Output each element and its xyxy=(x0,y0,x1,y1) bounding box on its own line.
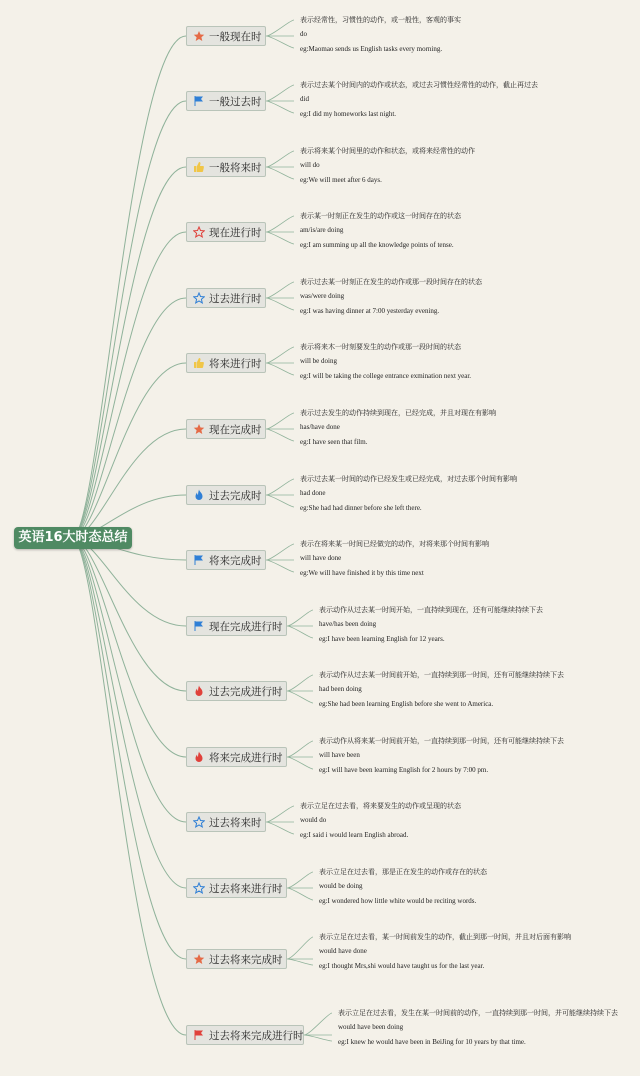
branch-line xyxy=(72,429,186,538)
tense-details xyxy=(300,81,538,125)
tense-node[interactable] xyxy=(186,485,266,505)
tense-name: 将来完成时 xyxy=(209,554,262,567)
tense-name: 过去将来完成时 xyxy=(209,953,283,966)
tense-form: do xyxy=(300,30,307,38)
tense-node[interactable] xyxy=(186,353,266,373)
star-icon xyxy=(193,953,205,965)
tense-example: eg:I have seen that film. xyxy=(300,438,368,446)
tense-details xyxy=(300,475,517,519)
tense-node[interactable] xyxy=(186,222,266,242)
detail-connector xyxy=(266,216,294,244)
star-icon xyxy=(193,30,205,42)
tense-description: 表示某一时刻正在发生的动作或这一时间存在的状态 xyxy=(300,212,461,220)
tense-node[interactable] xyxy=(186,288,266,308)
tense-name: 现在完成时 xyxy=(209,423,262,436)
branch-line xyxy=(72,363,186,538)
tense-form: will be doing xyxy=(300,357,337,365)
tense-form: am/is/are doing xyxy=(300,226,344,234)
tense-description: 表示动作从过去某一时间前开始，一直持续到那一时间，还有可能继续持续下去 xyxy=(319,671,564,679)
tense-name: 过去完成时 xyxy=(209,489,262,502)
tense-name: 现在完成进行时 xyxy=(209,620,283,633)
tense-node[interactable] xyxy=(186,26,266,46)
detail-connector xyxy=(266,544,294,572)
detail-connector xyxy=(266,806,294,834)
tense-form: would have done xyxy=(319,947,367,955)
star-outline-icon xyxy=(193,882,205,894)
tense-name: 将来进行时 xyxy=(209,357,262,370)
tense-details xyxy=(300,212,461,256)
star-outline-icon xyxy=(193,816,205,828)
flame-icon xyxy=(193,489,205,501)
star-outline-icon xyxy=(193,292,205,304)
tense-name: 一般现在时 xyxy=(209,30,262,43)
tense-name: 一般过去时 xyxy=(209,95,262,108)
tense-example: eg:Maomao sends us English tasks every morning. xyxy=(300,45,443,53)
tense-description: 表示立足在过去看，将来要发生的动作或呈现的状态 xyxy=(300,802,461,810)
tense-details xyxy=(319,933,571,977)
tense-form: was/were doing xyxy=(300,292,345,300)
tense-node[interactable] xyxy=(186,949,287,969)
star-icon xyxy=(193,423,205,435)
detail-connector xyxy=(266,85,294,113)
tense-node[interactable] xyxy=(186,91,266,111)
tense-form: will do xyxy=(300,161,320,169)
tense-example: eg:I have been learning English for 12 years. xyxy=(319,635,445,643)
flag-icon xyxy=(193,95,205,107)
tense-node[interactable] xyxy=(186,681,287,701)
tense-form: would do xyxy=(300,816,327,824)
tense-description: 表示经常性，习惯性的动作，或一般性，客观的事实 xyxy=(300,16,461,24)
tense-details xyxy=(319,671,564,715)
tense-details xyxy=(319,606,543,650)
tense-description: 表示过去某一时间的动作已经发生或已经完成，对过去那个时间有影响 xyxy=(300,475,517,483)
thumbs-up-icon xyxy=(193,161,205,173)
tense-details xyxy=(319,737,564,781)
tense-description: 表示将来木一时刻要发生的动作或那一段时间的状态 xyxy=(300,343,461,351)
tense-node[interactable] xyxy=(186,616,287,636)
tense-description: 表示过去某一时刻正在发生的动作或那一段时间存在的状态 xyxy=(300,278,482,286)
tense-name: 过去进行时 xyxy=(209,292,262,305)
detail-connector xyxy=(287,937,313,965)
detail-connector xyxy=(287,610,313,638)
tense-example: eg:She had had dinner before she left there. xyxy=(300,504,422,512)
tense-form: has/have done xyxy=(300,423,340,431)
flag-icon xyxy=(193,554,205,566)
tense-example: eg:I said i would learn English abroad. xyxy=(300,831,409,839)
tense-details xyxy=(300,409,496,453)
tense-description: 表示动作从过去某一时间开始，一直持续到现在，还有可能继续持续下去 xyxy=(319,606,543,614)
tense-node[interactable] xyxy=(186,550,266,570)
detail-connector xyxy=(287,741,313,769)
flame-icon xyxy=(193,751,205,763)
tense-example: eg:We will meet after 6 days. xyxy=(300,176,382,184)
tense-node[interactable] xyxy=(186,157,266,177)
tense-node[interactable] xyxy=(186,812,266,832)
detail-connector xyxy=(266,413,294,441)
tense-node[interactable] xyxy=(186,747,287,767)
root-node-title[interactable]: 英语16大时态总结 xyxy=(14,527,132,549)
branch-line xyxy=(72,538,186,959)
tense-details xyxy=(300,802,461,846)
tense-name: 一般将来时 xyxy=(209,161,262,174)
detail-connector xyxy=(266,151,294,179)
branch-line xyxy=(72,538,186,757)
tense-name: 过去完成进行时 xyxy=(209,685,283,698)
detail-connector xyxy=(266,347,294,375)
tense-example: eg:I will have been learning English for 2 hours by 7:00 pm. xyxy=(319,766,489,774)
tense-node[interactable] xyxy=(186,1025,304,1045)
tense-example: eg:She had been learning English before she went to America. xyxy=(319,700,494,708)
tense-details xyxy=(319,868,487,912)
tense-name: 过去将来进行时 xyxy=(209,882,283,895)
tense-name: 过去将来时 xyxy=(209,816,262,829)
tense-node[interactable] xyxy=(186,878,287,898)
detail-connector xyxy=(287,872,313,900)
tense-form: would be doing xyxy=(319,882,363,890)
tense-name: 现在进行时 xyxy=(209,226,262,239)
tense-name: 将来完成进行时 xyxy=(209,751,283,764)
tense-form: had been doing xyxy=(319,685,362,693)
branch-line xyxy=(72,36,186,538)
tense-details xyxy=(300,147,475,191)
branch-line xyxy=(72,101,186,538)
tense-form: will have done xyxy=(300,554,342,562)
tense-details xyxy=(300,16,461,60)
tense-description: 表示将来某个时间里的动作和状态，或将来经常性的动作 xyxy=(300,147,475,155)
flag-icon xyxy=(193,1029,205,1041)
detail-connector xyxy=(266,20,294,48)
tense-form: have/has been doing xyxy=(319,620,377,628)
star-outline-icon xyxy=(193,226,205,238)
tense-example: eg:I thought Mrs,shi would have taught us for the last year. xyxy=(319,962,485,970)
branch-line xyxy=(72,167,186,538)
tense-example: eg:We will have finished it by this time next xyxy=(300,569,424,577)
tense-example: eg:I did my homeworks last night. xyxy=(300,110,397,118)
detail-connector xyxy=(304,1013,332,1041)
detail-connector xyxy=(287,675,313,703)
flag-icon xyxy=(193,620,205,632)
detail-connector xyxy=(266,479,294,507)
tense-example: eg:I was having dinner at 7:00 yesterday evening. xyxy=(300,307,440,315)
tense-details xyxy=(300,343,471,387)
tense-form: will have been xyxy=(319,751,360,759)
tense-description: 表示过去发生的动作持续到现在，已经完成，并且对现在有影响 xyxy=(300,409,496,417)
tense-example: eg:I wondered how little white would be reciting words. xyxy=(319,897,477,905)
tense-description: 表示立足在过去看，某一时间前发生的动作，截止到那一时间，并且对后面有影响 xyxy=(319,933,571,941)
tense-form: had done xyxy=(300,489,326,497)
tense-node[interactable] xyxy=(186,419,266,439)
tense-description: 表示在将来某一时间已经做完的动作，对将来那个时间有影响 xyxy=(300,540,489,548)
tense-example: eg:I knew he would have been in BeiJing for 10 years by that time. xyxy=(338,1038,526,1046)
flame-icon xyxy=(193,685,205,697)
branch-line xyxy=(72,538,186,1035)
tense-example: eg:I am summing up all the knowledge points of tense. xyxy=(300,241,454,249)
tense-details xyxy=(300,278,482,322)
tense-details xyxy=(338,1009,618,1053)
tense-description: 表示立足在过去看，那是正在发生的动作或存在的状态 xyxy=(319,868,487,876)
tense-name: 过去将来完成进行时 xyxy=(209,1029,304,1042)
branch-line xyxy=(72,298,186,538)
tense-form: did xyxy=(300,95,309,103)
tense-description: 表示过去某个时间内的动作或状态，或过去习惯性经常性的动作，截止再过去 xyxy=(300,81,538,89)
tense-description: 表示立足在过去看，发生在某一时间前的动作，一直持续到那一时间，并可能继续持续下去 xyxy=(338,1009,618,1017)
thumbs-up-icon xyxy=(193,357,205,369)
tense-form: would have been doing xyxy=(338,1023,404,1031)
tense-description: 表示动作从将来某一时间前开始，一直持续到那一时间，还有可能继续持续下去 xyxy=(319,737,564,745)
tense-details xyxy=(300,540,489,584)
detail-connector xyxy=(266,282,294,310)
tense-example: eg:I will be taking the college entrance exmination next year. xyxy=(300,372,472,380)
